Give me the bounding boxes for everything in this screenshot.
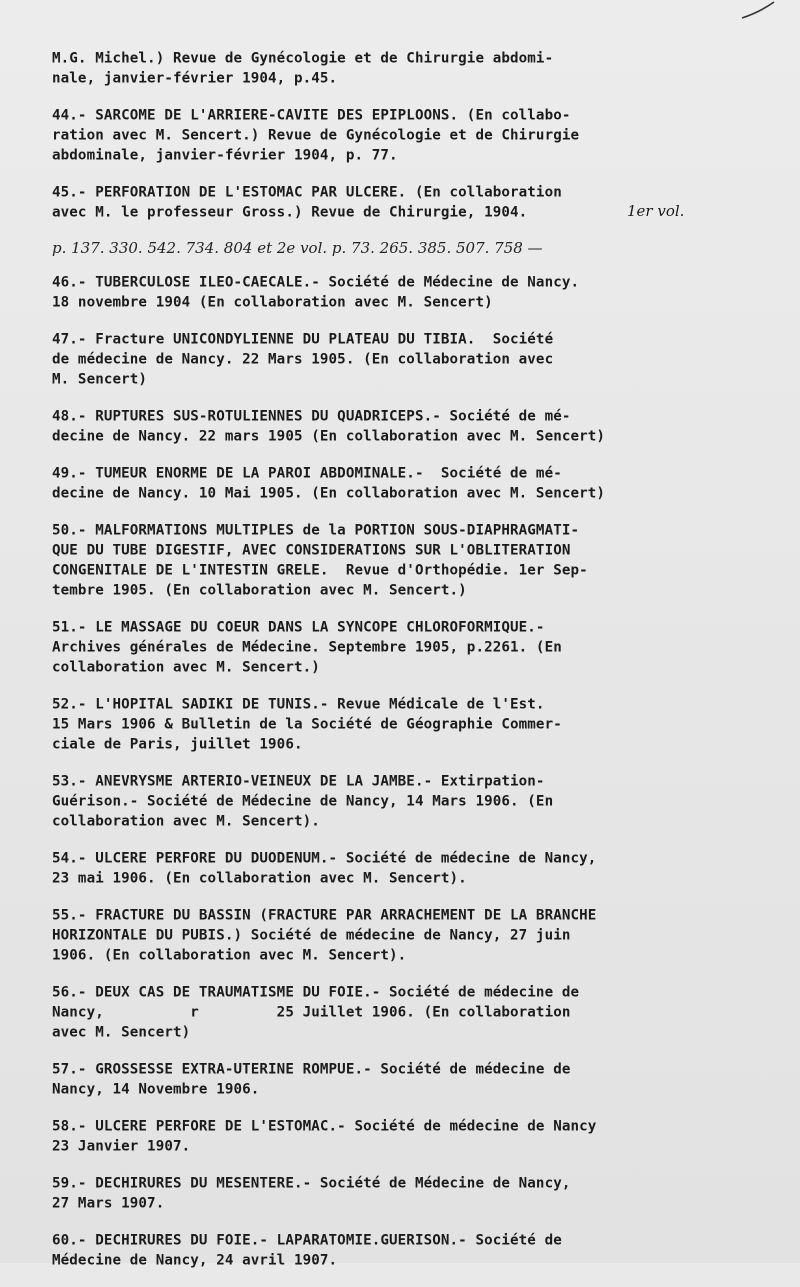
publication-entry <box>52 617 772 677</box>
entry-line: 1906. (En collaboration avec M. Sencert). <box>52 947 407 964</box>
publication-entry <box>52 272 772 312</box>
entry-line: 57.- GROSSESSE EXTRA-UTERINE ROMPUE.- Société de médecine de <box>52 1061 571 1078</box>
entry-line: 52.- L'HOPITAL SADIKI DE TUNIS.- Revue Médicale de l'Est. <box>52 696 545 713</box>
entry-line: collaboration avec M. Sencert.) <box>52 659 320 676</box>
entry-line: 23 mai 1906. (En collaboration avec M. Sencert). <box>52 870 467 887</box>
publication-entry <box>52 1116 772 1156</box>
publication-entry <box>52 905 772 965</box>
entry-line: CONGENITALE DE L'INTESTIN GRELE. Revue d'Orthopédie. 1er Sep- <box>52 562 588 579</box>
publication-entry <box>52 329 772 389</box>
entry-line: HORIZONTALE DU PUBIS.) Société de médecine de Nancy, 27 juin <box>52 927 571 944</box>
publication-list <box>52 48 772 1287</box>
entry-line: M. Sencert) <box>52 371 148 388</box>
entry-line: avec M. le professeur Gross.) Revue de Chirurgie, 1904. <box>52 204 528 221</box>
entry-line: Nancy, r 25 Juillet 1906. (En collaboration <box>52 1004 571 1021</box>
entry-line: 45.- PERFORATION DE L'ESTOMAC PAR ULCERE. (En collaboration <box>52 184 562 201</box>
entry-line: 23 Janvier 1907. <box>52 1138 191 1155</box>
entry-line: decine de Nancy. 10 Mai 1905. (En collaboration avec M. Sencert) <box>52 485 606 502</box>
entry-line: 27 Mars 1907. <box>52 1195 165 1212</box>
publication-entry <box>52 406 772 446</box>
publication-entry <box>52 1059 772 1099</box>
publication-entry <box>52 463 772 503</box>
entry-line: 58.- ULCERE PERFORE DE L'ESTOMAC.- Société de médecine de Nancy <box>52 1118 597 1135</box>
entry-line: Médecine de Nancy, 24 avril 1907. <box>52 1252 338 1269</box>
handwritten-page-references: p. 137. 330. 542. 734. 804 et 2e vol. p. 73. 265. 385. 507. 758 — <box>52 239 543 257</box>
entry-line: 18 novembre 1904 (En collaboration avec M. Sencert) <box>52 294 493 311</box>
publication-entry <box>52 48 772 88</box>
publication-entry <box>52 520 772 600</box>
entry-line: M.G. Michel.) Revue de Gynécologie et de Chirurgie abdomi- <box>52 50 554 67</box>
publication-entry <box>52 105 772 165</box>
entry-line: Archives générales de Médecine. Septembre 1905, p.2261. (En <box>52 639 562 656</box>
entry-line: decine de Nancy. 22 mars 1905 (En collaboration avec M. Sencert) <box>52 428 606 445</box>
entry-line: QUE DU TUBE DIGESTIF, AVEC CONSIDERATIONS SUR L'OBLITERATION <box>52 542 571 559</box>
publication-entry <box>52 982 772 1042</box>
entry-line: 56.- DEUX CAS DE TRAUMATISME DU FOIE.- Société de médecine de <box>52 984 580 1001</box>
entry-line: 47.- Fracture UNICONDYLIENNE DU PLATEAU DU TIBIA. Société <box>52 331 554 348</box>
handwritten-volume-note: 1er vol. <box>627 202 685 220</box>
entry-line: 60.- DECHIRURES DU FOIE.- LAPARATOMIE.GUERISON.- Société de <box>52 1232 562 1249</box>
entry-line: 59.- DECHIRURES DU MESENTERE.- Société de Médecine de Nancy, <box>52 1175 571 1192</box>
entry-line: 51.- LE MASSAGE DU COEUR DANS LA SYNCOPE CHLOROFORMIQUE.- <box>52 619 545 636</box>
entry-line: 49.- TUMEUR ENORME DE LA PAROI ABDOMINALE.- Société de mé- <box>52 465 562 482</box>
publication-entry <box>52 1173 772 1213</box>
entry-line: ciale de Paris, juillet 1906. <box>52 736 303 753</box>
publication-entry <box>52 1230 772 1270</box>
entry-line: Nancy, 14 Novembre 1906. <box>52 1081 260 1098</box>
publication-entry <box>52 771 772 831</box>
entry-line: Guérison.- Société de Médecine de Nancy, 14 Mars 1906. (En <box>52 793 554 810</box>
publication-entry <box>52 182 772 257</box>
entry-line: 55.- FRACTURE DU BASSIN (FRACTURE PAR ARRACHEMENT DE LA BRANCHE <box>52 907 597 924</box>
pencil-stroke-mark <box>740 0 780 24</box>
entry-line: tembre 1905. (En collaboration avec M. Sencert.) <box>52 582 467 599</box>
entry-line: 44.- SARCOME DE L'ARRIERE-CAVITE DES EPIPLOONS. (En collabo- <box>52 107 571 124</box>
entry-line: 53.- ANEVRYSME ARTERIO-VEINEUX DE LA JAMBE.- Extirpation- <box>52 773 545 790</box>
entry-line: avec M. Sencert) <box>52 1024 191 1041</box>
publication-entry <box>52 694 772 754</box>
entry-line: abdominale, janvier-février 1904, p. 77. <box>52 147 398 164</box>
entry-line: 54.- ULCERE PERFORE DU DUODENUM.- Société de médecine de Nancy, <box>52 850 597 867</box>
entry-line: 15 Mars 1906 & Bulletin de la Société de Géographie Commer- <box>52 716 562 733</box>
publication-entry <box>52 848 772 888</box>
entry-line: 48.- RUPTURES SUS-ROTULIENNES DU QUADRICEPS.- Société de mé- <box>52 408 571 425</box>
entry-line: 50.- MALFORMATIONS MULTIPLES de la PORTION SOUS-DIAPHRAGMATI- <box>52 522 580 539</box>
entry-line: nale, janvier-février 1904, p.45. <box>52 70 338 87</box>
entry-line: de médecine de Nancy. 22 Mars 1905. (En collaboration avec <box>52 351 554 368</box>
entry-line: 46.- TUBERCULOSE ILEO-CAECALE.- Société de Médecine de Nancy. <box>52 274 580 291</box>
entry-line: ration avec M. Sencert.) Revue de Gynécologie et de Chirurgie <box>52 127 580 144</box>
entry-line: collaboration avec M. Sencert). <box>52 813 320 830</box>
